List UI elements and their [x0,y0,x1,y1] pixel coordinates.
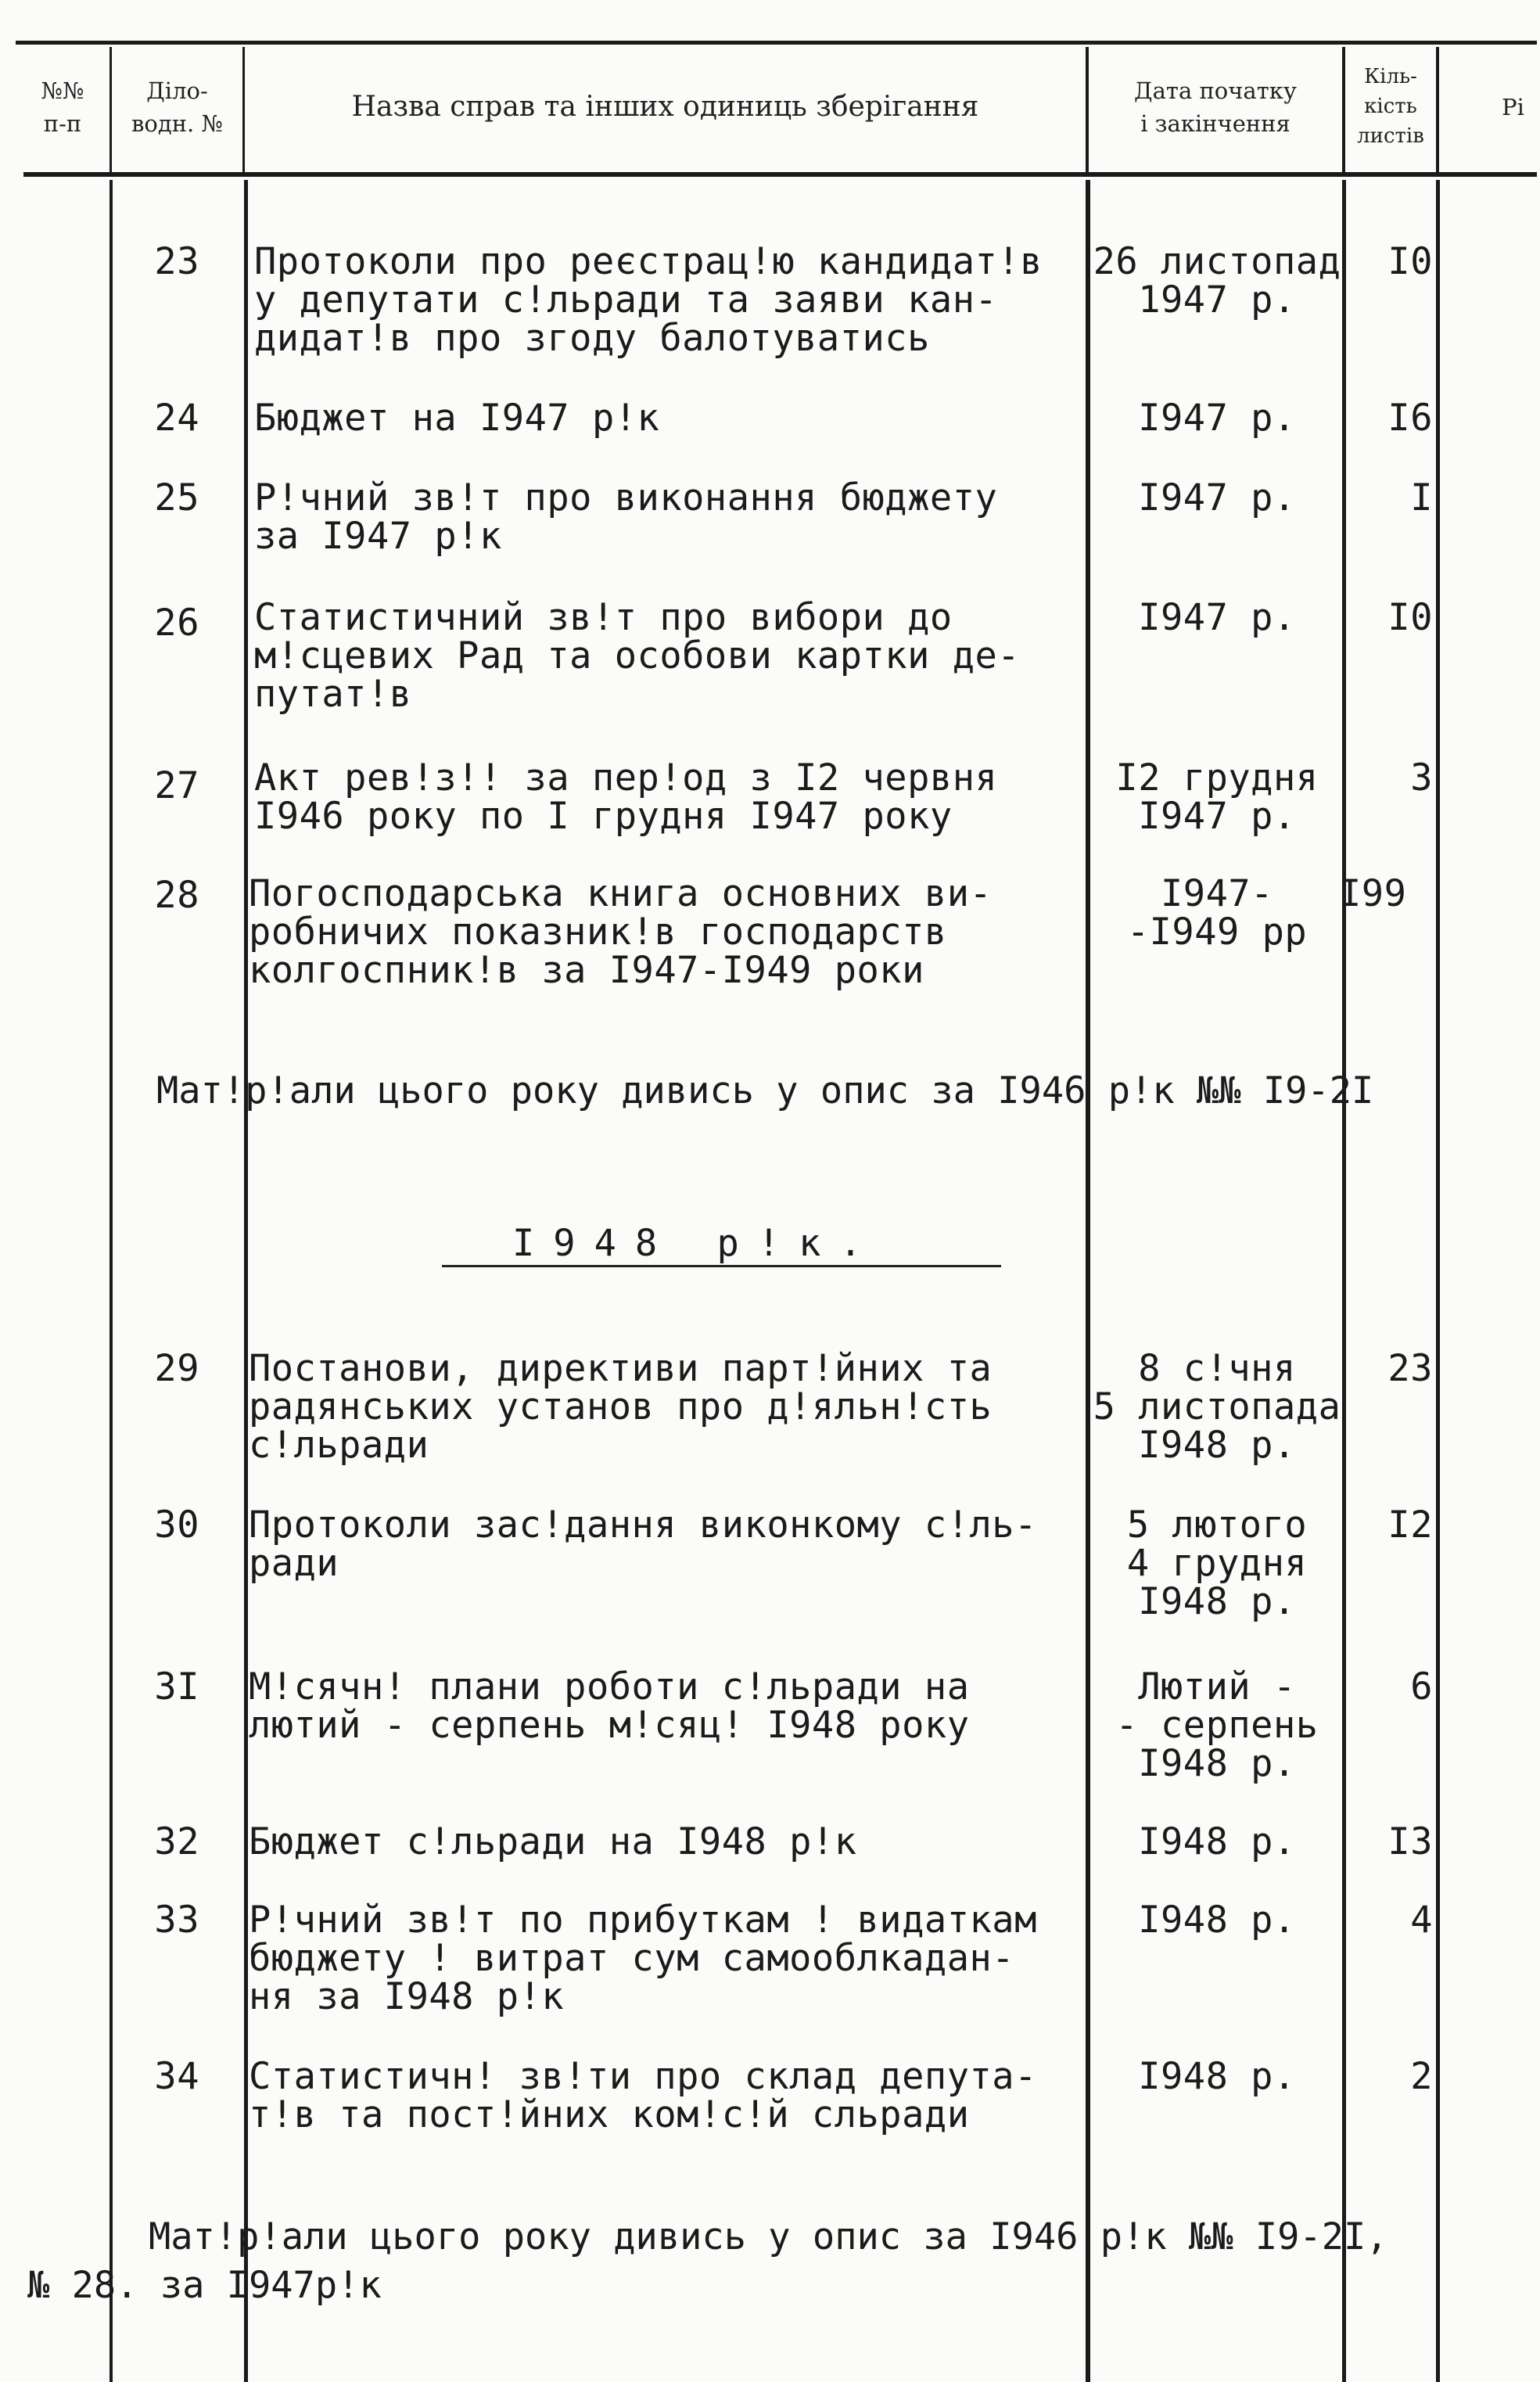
header-col-dates: Дата початку і закінчення [1134,77,1297,137]
row-33-number: 33 [154,1899,199,1942]
row-27-number: 27 [154,764,199,807]
row-23-date: 26 листопад 1947 р. [1093,240,1341,322]
body-line-note [1436,180,1440,2382]
row-24-number: 24 [154,397,199,440]
row-23-count: I0 [1387,240,1433,283]
row-24-count: I6 [1387,397,1433,440]
row-28-number: 28 [154,874,199,917]
row-31-number: 3I [154,1665,199,1708]
row-34-number: 34 [154,2055,199,2098]
row-29-number: 29 [154,1347,199,1390]
row-31-count: 6 [1410,1665,1433,1708]
row-32-date: I948 р. [1138,1820,1296,1863]
note-1948-cross-reference-line1: Мат!р!али цього року дивись у опис за I946 р!к №№ I9-2I, [149,2215,1388,2258]
row-25-count: I [1410,476,1433,519]
row-28-date: I947- -I949 рр [1126,872,1308,954]
row-25-title: Р!чний зв!т про виконання бюджету за I947 р!к [254,476,998,558]
row-34-date: I948 р. [1138,2055,1296,2098]
row-26-date: I947 р. [1138,596,1296,639]
note-1947-cross-reference: Мат!р!али цього року дивись у опис за I946 р!к №№ I9-2I [156,1069,1374,1112]
row-24-date: I947 р. [1138,397,1296,440]
header-col-number: №№ п-п [41,77,84,137]
header-top-rule [16,41,1537,45]
row-29-count: 23 [1387,1347,1433,1390]
row-33-title: Р!чний зв!т по прибуткам ! видаткам бюджету ! витрат сум самооблкадан- ня за I948 р!к [249,1899,1037,2018]
body-line-office [109,180,113,2382]
row-26-number: 26 [154,602,199,645]
row-30-date: 5 лютого 4 грудня I948 р. [1126,1504,1308,1623]
row-31-date: Лютий - - серпень I948 р. [1115,1665,1319,1785]
header-sep-5 [1436,47,1439,172]
row-32-number: 32 [154,1820,199,1863]
row-30-number: 30 [154,1504,199,1547]
row-24-title: Бюджет на I947 р!к [254,397,660,440]
row-34-title: Статистичн! зв!ти про склад депута- т!в та пост!йних ком!с!й сльради [249,2055,1037,2136]
row-27-count: 3 [1410,756,1433,799]
body-line-title [244,180,248,2382]
row-32-count: I3 [1387,1820,1433,1863]
row-25-date: I947 р. [1138,476,1296,519]
header-col-sheet-count: Кіль- кість листів [1357,65,1424,148]
row-27-date: I2 грудня I947 р. [1115,756,1319,838]
row-27-title: Акт рев!з!! за пер!од з I2 червня I946 року по I грудня I947 року [254,756,998,838]
header-col-office-number: Діло- водн. № [131,77,223,137]
row-33-count: 4 [1410,1899,1433,1942]
header-bottom-rule [23,172,1537,177]
row-32-title: Бюджет с!льради на I948 р!к [249,1820,857,1863]
row-28-title: Погосподарська книга основних ви- робничих показник!в господарств колгоспник!в за I947-I949 роки [249,872,993,992]
row-30-title: Протоколи зас!дання виконкому с!ль- ради [249,1504,1037,1585]
header-col-title: Назва справ та інших одиниць зберігання [351,90,979,123]
note-1948-cross-reference-line2: № 28. за I947р!к [27,2264,382,2307]
year-heading-underline [442,1265,1001,1267]
row-33-date: I948 р. [1138,1899,1296,1942]
body-line-count [1342,180,1346,2382]
row-26-title: Статистичний зв!т про вибори до м!сцевих Рад та особови картки де- путат!в [254,596,1021,716]
year-heading-1948: I948 р!к. [512,1222,881,1265]
row-28-count: I99 [1339,872,1407,915]
header-col-note: Рі [1502,93,1524,120]
row-23-number: 23 [154,240,199,283]
row-31-title: М!сячн! плани роботи с!льради на лютий - серпень м!сяц! I948 року [249,1665,970,1747]
row-29-title: Постанови, директиви парт!йних та радянських установ про д!яльн!сть с!льради [249,1347,993,1467]
row-25-number: 25 [154,476,199,519]
row-23-title: Протоколи про реєстрац!ю кандидат!в у депутати с!льради та заяви кан- дидат!в про згоду балотуватись [254,240,1043,360]
row-29-date: 8 с!чня 5 листопада I948 р. [1093,1347,1341,1467]
row-34-count: 2 [1410,2055,1433,2098]
row-30-count: I2 [1387,1504,1433,1547]
row-26-count: I0 [1387,596,1433,639]
